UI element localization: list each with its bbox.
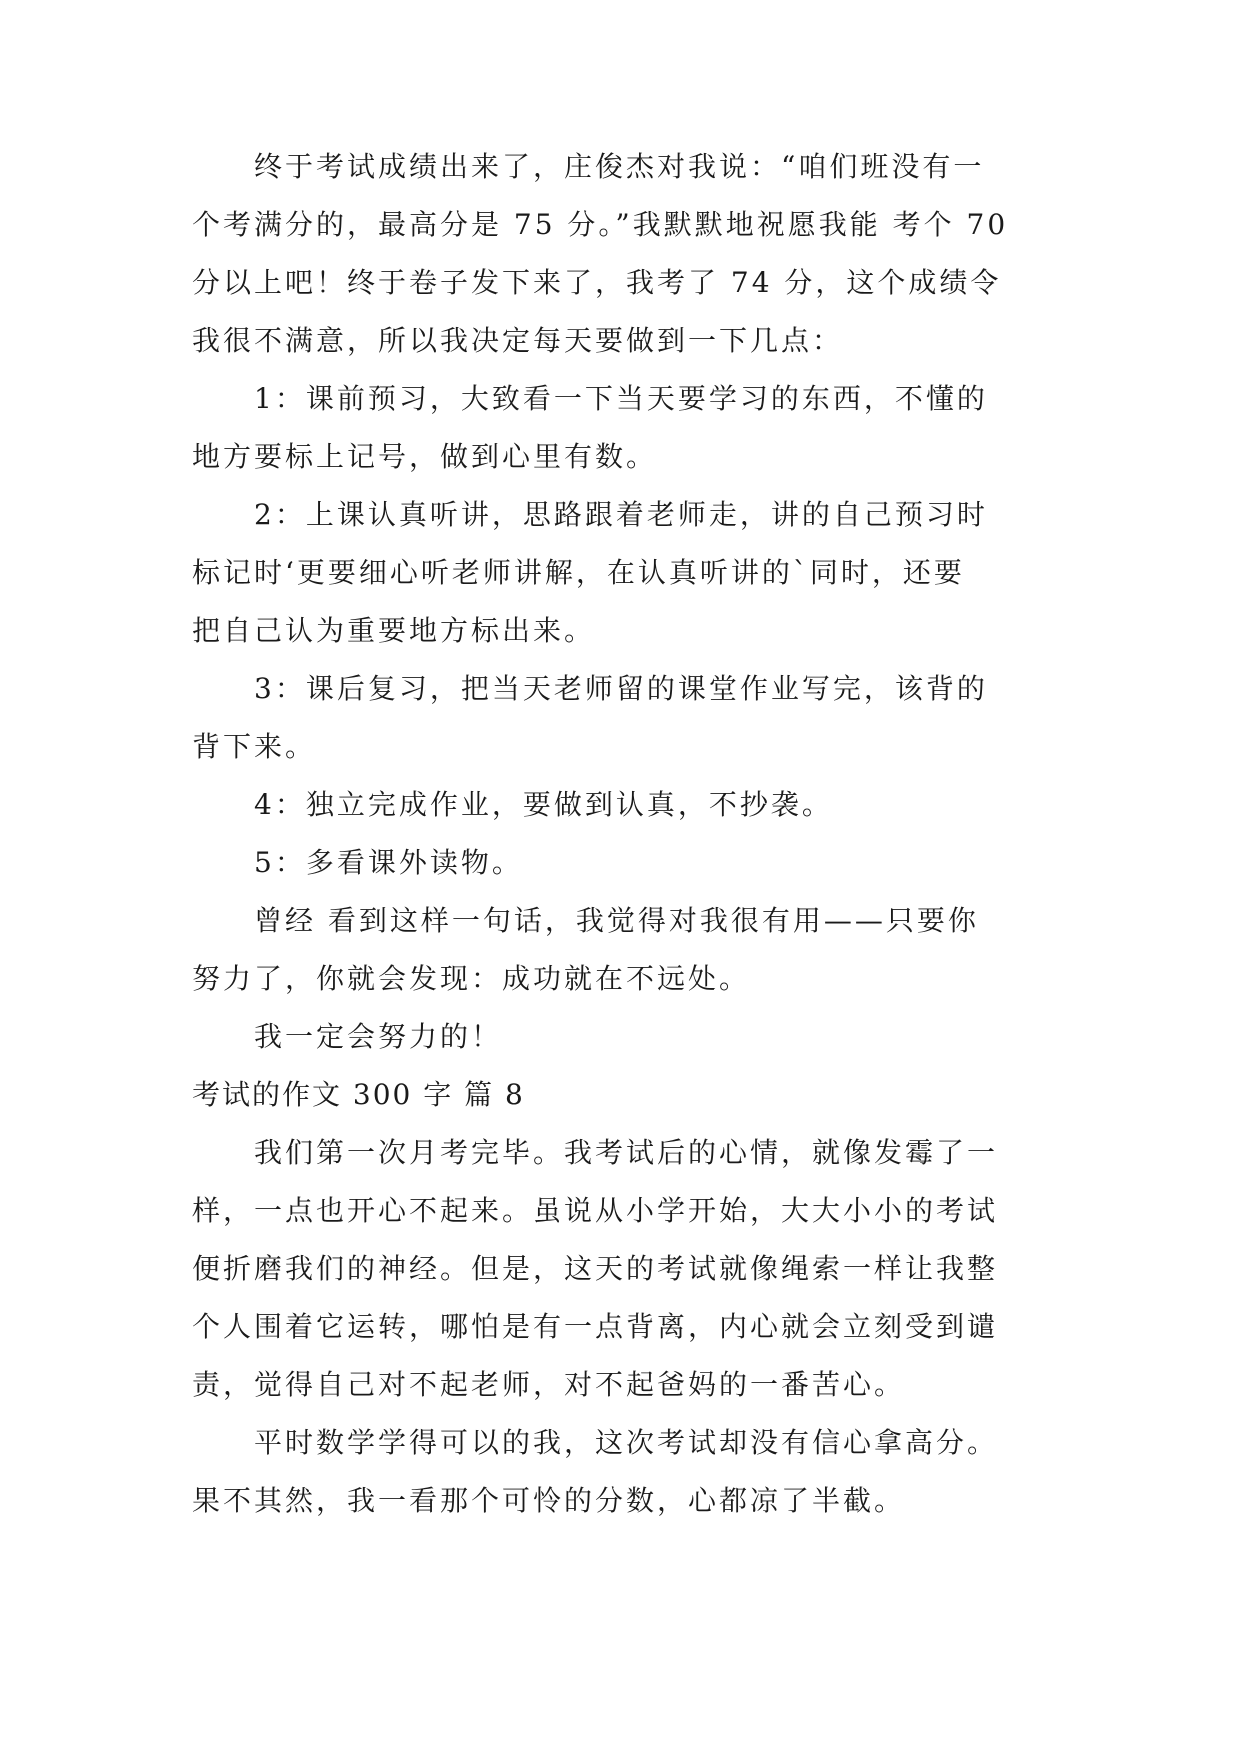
paragraph-line: 地方要标上记号，做到心里有数。 bbox=[192, 440, 658, 473]
paragraph-line: 我很不满意，所以我决定每天要做到一下几点： bbox=[192, 324, 844, 357]
paragraph-line: 便折磨我们的神经。但是，这天的考试就像绳索一样让我整 bbox=[192, 1252, 999, 1285]
paragraph-line: 4：独立完成作业，要做到认真，不抄袭。 bbox=[254, 788, 833, 821]
paragraph-line: 把自己认为重要地方标出来。 bbox=[192, 614, 596, 647]
paragraph-line: 终于考试成绩出来了，庄俊杰对我说：“咱们班没有一 bbox=[254, 150, 985, 183]
paragraph-line: 果不其然，我一看那个可怜的分数，心都凉了半截。 bbox=[192, 1484, 906, 1517]
paragraph-line: 个考满分的，最高分是 75 分。”我默默地祝愿我能 考个 70 bbox=[192, 208, 1009, 241]
paragraph-line: 2：上课认真听讲，思路跟着老师走，讲的自己预习时 bbox=[254, 498, 988, 531]
paragraph-line: 个人围着它运转，哪怕是有一点背离，内心就会立刻受到谴 bbox=[192, 1310, 999, 1343]
paragraph-line: 责，觉得自己对不起老师，对不起爸妈的一番苦心。 bbox=[192, 1368, 906, 1401]
section-title: 考试的作文 300 字 篇 8 bbox=[192, 1078, 525, 1111]
paragraph-line: 标记时‘更要细心听老师讲解，在认真听讲的`同时，还要 bbox=[192, 556, 965, 589]
paragraph-line: 曾经 看到这样一句话，我觉得对我很有用——只要你 bbox=[254, 904, 979, 937]
paragraph-line: 1：课前预习，大致看一下当天要学习的东西，不懂的 bbox=[254, 382, 988, 415]
paragraph-line: 5：多看课外读物。 bbox=[254, 846, 523, 879]
paragraph-line: 努力了，你就会发现：成功就在不远处。 bbox=[192, 962, 751, 995]
paragraph-line: 3：课后复习，把当天老师留的课堂作业写完，该背的 bbox=[254, 672, 988, 705]
paragraph-line: 样，一点也开心不起来。虽说从小学开始，大大小小的考试 bbox=[192, 1194, 999, 1227]
paragraph-line: 平时数学学得可以的我，这次考试却没有信心拿高分。 bbox=[254, 1426, 999, 1459]
paragraph-line: 分以上吧！终于卷子发下来了，我考了 74 分，这个成绩令 bbox=[192, 266, 1002, 299]
paragraph-line: 我们第一次月考完毕。我考试后的心情，就像发霉了一 bbox=[254, 1136, 999, 1169]
paragraph-line: 我一定会努力的！ bbox=[254, 1020, 503, 1053]
paragraph-line: 背下来。 bbox=[192, 730, 317, 763]
